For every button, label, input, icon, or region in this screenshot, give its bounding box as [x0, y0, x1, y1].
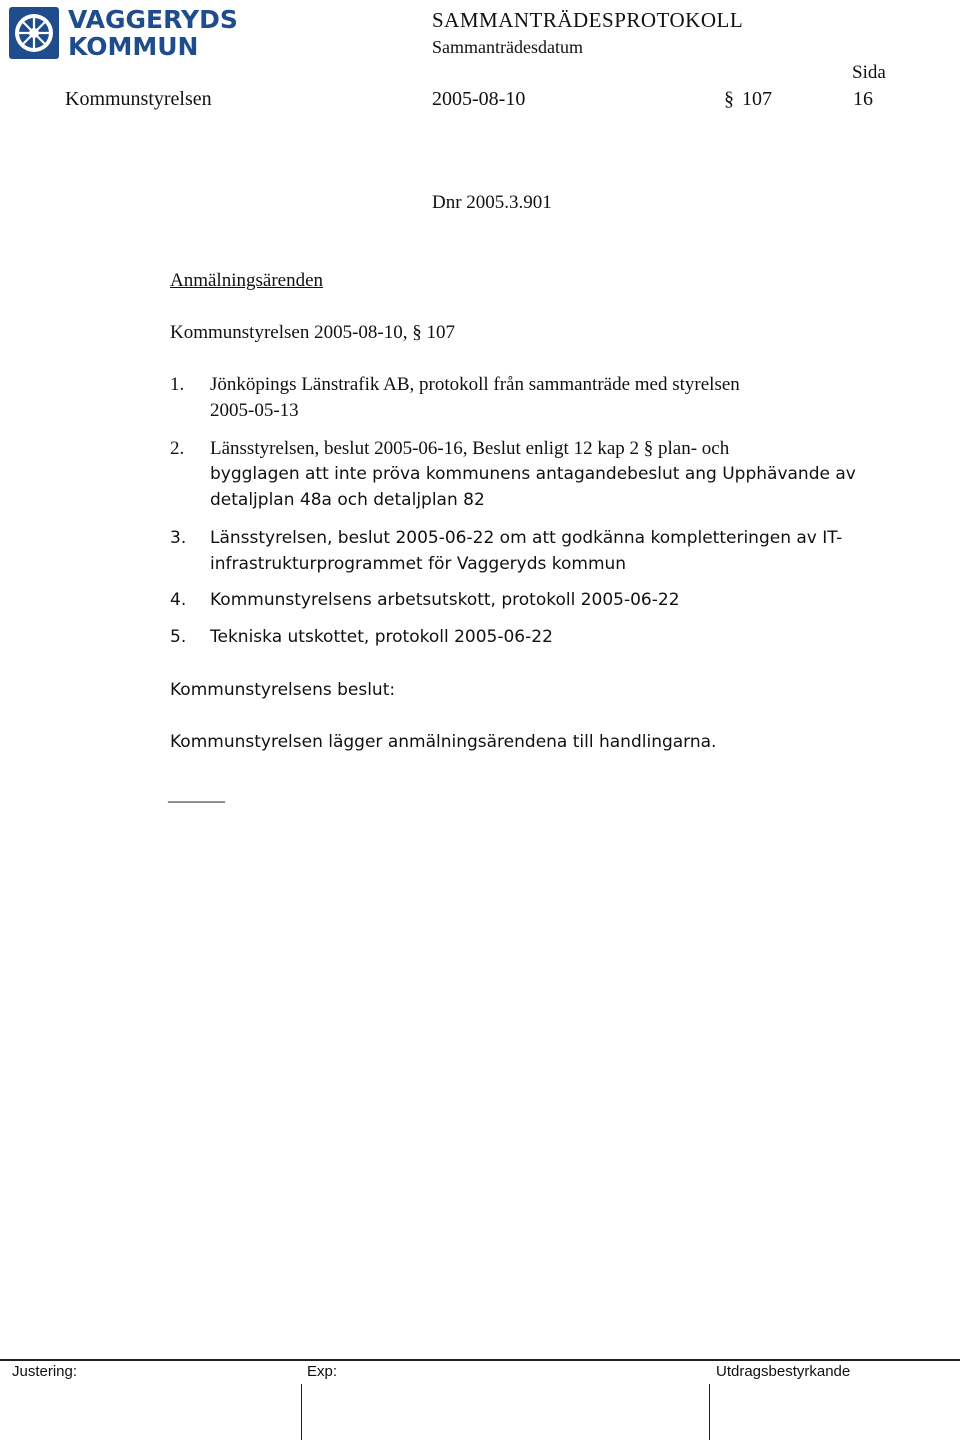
- list-item: [170, 438, 729, 460]
- list-item: [170, 590, 680, 610]
- item-number: 2.: [170, 438, 185, 459]
- paragraph-symbol: §: [724, 88, 734, 110]
- body-name: Kommunstyrelsen: [65, 88, 212, 110]
- logo-text-line2: KOMMUN: [68, 32, 199, 61]
- diary-number: Dnr 2005.3.901: [432, 192, 552, 213]
- end-marker: ______: [168, 784, 225, 805]
- item-number: 3.: [170, 528, 187, 548]
- footer-column-divider: [709, 1384, 710, 1440]
- item-text: Jönköpings Länstrafik AB, protokoll från sammanträde med styrelsen: [210, 374, 740, 395]
- municipality-logo: [8, 4, 238, 62]
- item-text: Tekniska utskottet, protokoll 2005-06-22: [210, 627, 553, 647]
- item-text-cont: infrastrukturprogrammet för Vaggeryds kommun: [210, 554, 627, 574]
- coat-of-arms-icon: [8, 6, 60, 60]
- decision-text: Kommunstyrelsen lägger anmälningsärendena till handlingarna.: [170, 732, 717, 752]
- item-text-cont: bygglagen att inte pröva kommunens antagandebeslut ang Upphävande av: [210, 464, 856, 484]
- list-item: [170, 528, 842, 548]
- list-item: [170, 627, 553, 647]
- section-heading: Anmälningsärenden: [170, 270, 324, 291]
- exp-label: Exp:: [307, 1363, 338, 1380]
- item-text-cont: 2005-05-13: [210, 400, 299, 421]
- document-title: SAMMANTRÄDESPROTOKOLL: [432, 8, 744, 32]
- utdrag-label: Utdragsbestyrkande: [716, 1363, 851, 1380]
- decision-heading: Kommunstyrelsens beslut:: [170, 680, 396, 700]
- item-number: 1.: [170, 374, 185, 395]
- list-item: [170, 374, 740, 396]
- item-text-cont: detaljplan 48a och detaljplan 82: [210, 490, 485, 510]
- meeting-date-label: Sammanträdesdatum: [432, 37, 583, 57]
- item-text: Kommunstyrelsens arbetsutskott, protokoll 2005-06-22: [210, 590, 680, 610]
- item-text: Länsstyrelsen, beslut 2005-06-22 om att godkänna kompletteringen av IT-: [210, 528, 843, 548]
- item-number: 5.: [170, 627, 187, 647]
- footer-column-divider: [301, 1384, 302, 1440]
- page-label: Sida: [852, 62, 886, 83]
- footer-divider: [0, 1359, 960, 1361]
- logo-text-line1: VAGGERYDS: [68, 5, 238, 34]
- page-number: 16: [853, 88, 873, 110]
- item-number: 4.: [170, 590, 187, 610]
- item-text: Länsstyrelsen, beslut 2005-06-16, Beslut enligt 12 kap 2 § plan- och: [210, 438, 730, 459]
- justering-label: Justering:: [12, 1363, 78, 1380]
- reference-line: Kommunstyrelsen 2005-08-10, § 107: [170, 322, 455, 343]
- meeting-date: 2005-08-10: [432, 88, 526, 110]
- paragraph-number: 107: [742, 88, 772, 110]
